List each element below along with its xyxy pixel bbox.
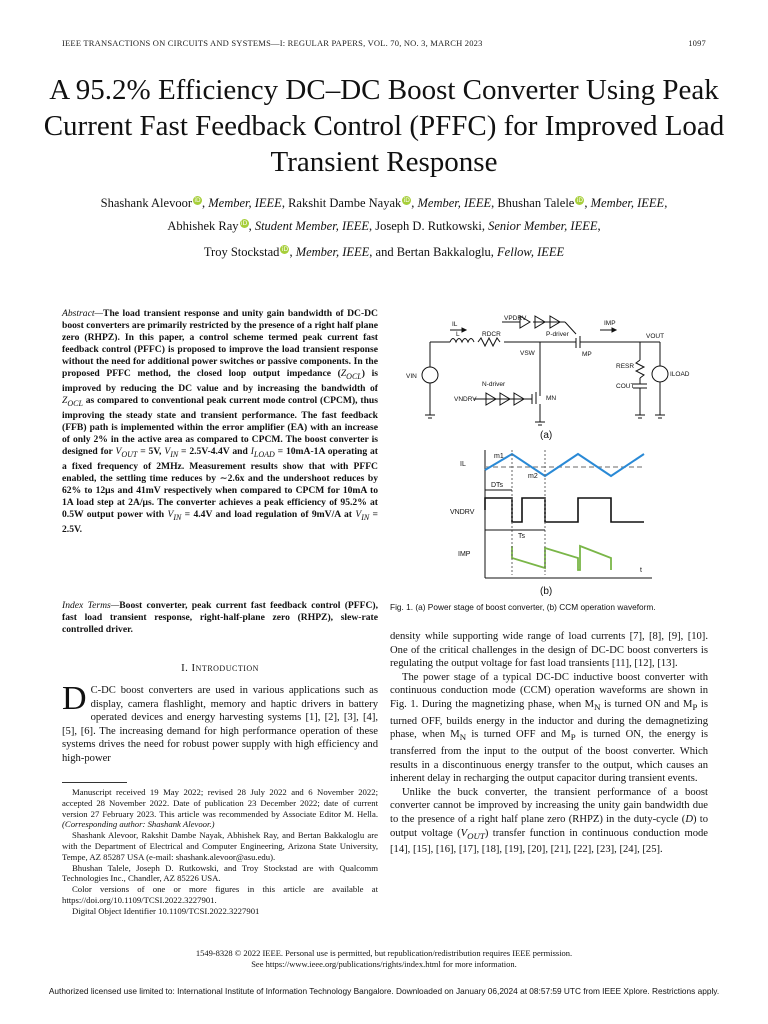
label-ndriver: N-driver bbox=[482, 381, 506, 388]
label-mp: MP bbox=[582, 351, 592, 358]
resistor-symbol bbox=[478, 338, 500, 346]
label-il: IL bbox=[460, 461, 466, 468]
footnote-affiliation-qualcomm: Bhushan Talele, Joseph D. Rutkowski, and Troy Stockstad are with Qualcomm Technologies Inc., Chandler, AZ 85226 USA. bbox=[62, 862, 378, 884]
resr-symbol bbox=[636, 360, 644, 378]
orcid-icon[interactable]: iD bbox=[576, 196, 583, 204]
math-var: V bbox=[355, 508, 362, 520]
label-dts: DTs bbox=[491, 482, 504, 489]
math-sub: IN bbox=[170, 449, 179, 459]
license-footer: Authorized licensed use limited to: International Institute of Information Technology Bangalore. Downloaded on January 06,2024 at 08:57:59 UTC from IEEE Xplore. Restrictions apply. bbox=[48, 986, 720, 996]
label-ts: Ts bbox=[518, 533, 525, 540]
footnotes bbox=[62, 787, 378, 917]
label-il: IL bbox=[452, 321, 458, 328]
label-l: L bbox=[456, 331, 460, 338]
paragraph-text: is turned ON, the energy is transferred from the input to the output of the boost converter. Which results in a discontinuous energy transfer to the output, which causes an inherent delay in recharging the output capacitor during transient events. bbox=[390, 729, 708, 785]
paragraph bbox=[390, 671, 708, 786]
label-pdriver: P-driver bbox=[546, 331, 569, 338]
footnote-text: Manuscript received 19 May 2022; revised 28 July 2022 and 6 November 2022; accepted 28 November 2022. Date of publication 23 December 2022; date of current version 27 February 2023. This article was recommended by Associate Editor M. Hella. bbox=[62, 787, 378, 819]
index-terms-text: Boost converter, peak current fast feedback control (PFFC), fast load transient response, right-half-plane zero (RHPZ), slew-rate controlled driver. bbox=[62, 600, 379, 635]
paragraph-text: Unlike the buck converter, the transient performance of a boost converter cannot be improved by increasing the unity gain bandwidth due to the presence of a right half plane zero (RHPZ) in the duty-cycle ( bbox=[390, 786, 708, 825]
ground-symbol bbox=[425, 410, 435, 418]
math-sub: OCL bbox=[67, 398, 83, 408]
label-rdcr: RDCR bbox=[482, 331, 501, 338]
math-sub: OUT bbox=[467, 830, 485, 841]
math-sub: IN bbox=[173, 512, 182, 522]
vndrv-waveform bbox=[485, 498, 644, 522]
abstract-text: = 4.4V and load regulation of 9mV/A at bbox=[181, 508, 356, 520]
copyright-notice bbox=[40, 948, 728, 970]
label-iload: ILOAD bbox=[670, 371, 690, 378]
figure-caption: Fig. 1. (a) Power stage of boost converter, (b) CCM operation waveform. bbox=[390, 602, 656, 612]
ground-symbol bbox=[535, 420, 545, 425]
ground-symbol bbox=[655, 410, 665, 418]
subscript: P bbox=[570, 732, 576, 743]
label-t: t bbox=[640, 567, 642, 574]
orcid-icon[interactable]: iD bbox=[240, 219, 248, 227]
waveform-plot bbox=[485, 450, 652, 578]
abstract-text: = 2.5V-4.4V and bbox=[178, 445, 251, 457]
paragraph-text: is turned OFF and M bbox=[466, 729, 571, 741]
label-vndrv: VNDRV bbox=[454, 396, 477, 403]
rights-link[interactable]: See https://www.ieee.org/publications/rights/index.html for more information. bbox=[251, 959, 517, 969]
paragraph-text: is turned OFF, builds energy in the inductor and during the demagnetizing phase, when M bbox=[390, 698, 709, 741]
author-name: Bertan Bakkaloglu bbox=[396, 245, 491, 259]
section-heading: I. Introduction bbox=[181, 662, 259, 674]
abstract-text: ) is improved by reducing the DC value and by increasing the bandwidth of bbox=[62, 368, 378, 394]
label-vout: VOUT bbox=[646, 333, 665, 340]
footnote-color[interactable]: Color versions of one or more figures in this article are available at https://doi.org/10.1109/TCSI.2022.3227901. bbox=[62, 884, 378, 905]
author-name: Shashank Alevoor bbox=[100, 196, 192, 210]
math-var: V bbox=[164, 445, 171, 457]
label-mn: MN bbox=[546, 395, 557, 402]
label-resr: RESR bbox=[616, 363, 635, 370]
imp-waveform bbox=[512, 546, 611, 570]
math-sub: OCL bbox=[346, 371, 362, 381]
label-vpdrv: VPDRV bbox=[504, 315, 527, 322]
ground-symbol bbox=[635, 410, 645, 418]
footnote-affiliation-asu: Shashank Alevoor, Rakshit Dambe Nayak, Abhishek Ray, and Bertan Bakkaloglu are with the Department of Electrical and Computer Engineering, Arizona State University, Tempe, AZ 85287 USA (e-mail: shashank.alevoor@asu.edu). bbox=[62, 830, 378, 862]
abstract-text: = 2.5V. bbox=[62, 508, 378, 535]
label-vndrv: VNDRV bbox=[450, 509, 475, 516]
author-role: Member, IEEE bbox=[208, 196, 282, 210]
subscript: N bbox=[459, 732, 467, 743]
abstract-text: = 10mA-1A operating at a fixed frequency of 2MHz. Measurement results show that with PFFC enabled, the settling time reduces by ∼2.6x and the undershoot reduces by 62% to 12μs and 41mV respectively when compared to CPCM for 10mA to 1A load step at 2A/μs. The converter achieves a peak efficiency of 95.2% at 0.5W output power with bbox=[62, 445, 378, 520]
orcid-icon[interactable]: iD bbox=[194, 196, 201, 204]
orcid-icon[interactable]: iD bbox=[403, 196, 410, 204]
author-role: Member, IEEE bbox=[417, 196, 492, 210]
author-line-1: Shashank Alevoor iD, Member, IEEE, Rakshit Dambe Nayak iD, Member, IEEE, Bhushan Talele iD, Member, IEEE, bbox=[100, 196, 668, 210]
index-terms bbox=[62, 600, 378, 636]
abstract bbox=[62, 308, 378, 536]
math-var: V bbox=[115, 445, 122, 457]
current-arrow-head bbox=[612, 328, 616, 332]
author-name: Rakshit Dambe Nayak bbox=[288, 196, 402, 210]
author-name: Bhushan Talele bbox=[497, 196, 575, 210]
label-vin: VIN bbox=[406, 373, 417, 380]
abstract-text: = 5V, bbox=[137, 445, 165, 457]
vin-source bbox=[422, 367, 438, 383]
paragraph-text: ) to output voltage ( bbox=[390, 813, 708, 839]
orcid-icon[interactable]: iD bbox=[281, 245, 289, 253]
intro-paragraph bbox=[62, 680, 378, 766]
inductor-symbol bbox=[450, 339, 474, 343]
math-var: V bbox=[460, 827, 468, 839]
journal-header: IEEE TRANSACTIONS ON CIRCUITS AND SYSTEMS—I: REGULAR PAPERS, VOL. 70, NO. 3, MARCH 2023 bbox=[62, 38, 483, 48]
author-line-3: Troy Stockstad iD, Member, IEEE, and Bertan Bakkaloglu, Fellow, IEEE bbox=[203, 245, 565, 259]
current-arrow-head bbox=[462, 328, 466, 332]
label-vsw: VSW bbox=[520, 350, 535, 357]
footnote-text: (Corresponding author: Shashank Alevoor.) bbox=[62, 819, 215, 830]
paragraph-text: The power stage of a typical DC-DC inductive boost converter with continuous conduction mode (CCM) operation waveforms are shown in Fig. 1. During the magnetizing phase, when M bbox=[390, 671, 708, 710]
abstract-text: The load transient response and unity gain bandwidth of DC-DC boost converters are primarily restricted by the presence of a right half plane zero (RHPZ). In this paper, a control scheme termed peak current fast feedback control (PFFC) is proposed to improve the load transient response without the need for additional power switches or passive components. In the proposed PFFC method, the closed loop output impedance ( bbox=[62, 308, 378, 379]
circuit-labels bbox=[406, 315, 690, 441]
abstract-text: as compared to conventional peak current mode control (CPCM), thus improving the steady state and transient performance. The fast feedback (FFB) path is implemented within the error amplifier (EA) with an increase of only 2% in the active area as compared to CPCM. The boost converter is designed for bbox=[62, 394, 378, 457]
subscript: P bbox=[692, 702, 698, 713]
abstract-label: Abstract— bbox=[62, 308, 104, 319]
author-name: Abhishek Ray bbox=[167, 219, 239, 233]
math-var: D bbox=[685, 813, 693, 825]
math-var: I bbox=[250, 445, 254, 457]
right-column-body bbox=[390, 630, 708, 857]
author-line-2: Abhishek Ray iD, Student Member, IEEE, Joseph D. Rutkowski, Senior Member, IEEE, bbox=[167, 219, 601, 233]
subscript: N bbox=[594, 702, 601, 713]
paper-title: A 95.2% Efficiency DC–DC Boost Converter Using Peak Current Fast Feedback Control (PFFC) for Improved Load Transient Response bbox=[43, 74, 725, 178]
math-sub: OUT bbox=[121, 449, 138, 459]
math-sub: IN bbox=[361, 512, 370, 522]
math-var: Z bbox=[340, 368, 347, 379]
paragraph-text: ) transfer function in continuous conduction mode [14], [15], [16], [17], [18], [19], [20], [21], [22], [23], [24], [25]. bbox=[390, 827, 708, 856]
intro-text: C-DC boost converters are used in various applications such as display, camera flashlight, memory and haptic drivers in battery operated devices and energy harvesting systems [1], [2], [3], [4], [5], [6]. The increasing demand for high performance operation of these systems drives the need for robust power supply with high efficiency and high-power bbox=[62, 685, 378, 764]
footnote-divider bbox=[62, 782, 127, 783]
label-imp: IMP bbox=[458, 551, 471, 558]
author-role: Member, IEEE bbox=[590, 196, 665, 210]
author-name: Joseph D. Rutkowski bbox=[375, 219, 482, 233]
footnote-doi[interactable]: Digital Object Identifier 10.1109/TCSI.2022.3227901 bbox=[72, 905, 260, 916]
author-name: Troy Stockstad bbox=[203, 245, 280, 259]
author-role: Member, IEEE bbox=[295, 245, 370, 259]
math-var: Z bbox=[62, 394, 68, 406]
label-cout: COUT bbox=[616, 383, 635, 390]
footnote-manuscript bbox=[62, 787, 378, 830]
author-role: Fellow, IEEE bbox=[497, 245, 565, 259]
label-m2: m2 bbox=[528, 473, 538, 480]
paragraph-text: is turned ON and M bbox=[600, 698, 693, 710]
subfigure-b-label: (b) bbox=[540, 586, 553, 597]
drop-cap: D bbox=[62, 680, 87, 717]
math-sub: LOAD bbox=[253, 449, 275, 459]
il-waveform bbox=[485, 454, 644, 476]
paragraph bbox=[390, 786, 708, 857]
label-m1: m1 bbox=[494, 453, 504, 460]
author-role: Senior Member, IEEE bbox=[488, 219, 598, 233]
copyright-line: 1549-8328 © 2022 IEEE. Personal use is permitted, but republication/redistribution requires IEEE permission. bbox=[195, 948, 573, 958]
figure-1 bbox=[390, 300, 720, 610]
paragraph: density while supporting wide range of load currents [7], [8], [9], [10]. One of the critical challenges in the design of DC-DC boost converters is regulating the output voltage for fast load transients [11], [12], [13]. bbox=[390, 631, 708, 670]
subfigure-a-label: (a) bbox=[540, 430, 553, 441]
index-terms-label: Index Terms— bbox=[62, 600, 120, 611]
iload-source bbox=[652, 366, 668, 382]
author-role: Student Member, IEEE bbox=[254, 219, 370, 233]
label-imp: IMP bbox=[604, 320, 616, 327]
page-number: 1097 bbox=[688, 38, 706, 48]
math-var: V bbox=[167, 508, 174, 520]
